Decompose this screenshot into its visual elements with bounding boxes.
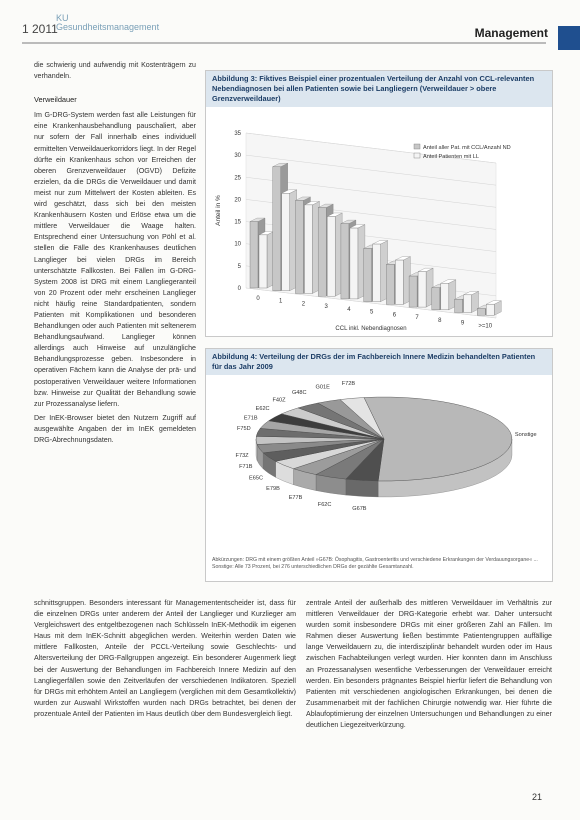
y-tick-label: 10 (234, 241, 241, 248)
bar (327, 216, 335, 296)
left-body-text: Im G-DRG-System werden fast alle Leistungen für eine Krankenhausbehandlung pauschaliert, aber nur sofern der Fall innerhalb eines individuell ermittelten Verweildauerkorridors liegt. In der Regel dürfte ein Krankenhaus schon vor Erreichen der oberen Grenzverweildauer (OGVD) Defizite erzielen, da die DRGs die Verweildauer und damit meist nur zum Mittelwert der Kosten ableiten. Es wird geschätzt, dass sich bei den meisten Krankenhäusern Kosten und Erlöse etwa um die mittlere Verweildauer die Waage halten. Entsprechend einer Untersuchung von Pöhl et al. stellen die Fälle des Krankenhauses deutlichen Langlieger bei vielen DRGs im Bereich unterschätzte Fallkosten. Bei Fällen im G-DRG-System 2008 ist DRG mit einem Langliegeranteil von 20 Prozent oder mehr erscheinen Langlieger nicht häufig reine Standardpatienten, sondern Patienten mit Komplikationen und besonderen Behandlungen oder auch Patienten mit seltenerem Behandlungsaufwand. Langlieger können allerdings auch Hinweise auf unzulängliche Behandlungsprozesse geben. Insbesondere in operativen Fächern kann die Analyse der prä- und postoperativen Verweildauer weitere Informationen bzw. Hinweise zur Qualität der Behandlung sowie zur Prozessanalyse liefern. (34, 111, 196, 408)
journal-logo (56, 14, 159, 32)
left-column (34, 60, 196, 590)
pie-label: Sonstige (514, 431, 537, 438)
bottom-left-text: schnittsgruppen. Besonders interessant für Managemententscheider ist, dass für die einzelnen DRGs unter anderem der Anteil der Langlieger und Kurzlieger am Vergleichswert des entgeltbezogenen nach Schlüsseln InEK-Methodik im eigenen Haus mit dem InEK-Schnitt abgeglichen werden. Weiterhin werden Daten wie mittlere Fallkosten, Anteile der PCCL-Verteilung sowie Geschlechts- und Altersverteilung der DRG-Fallgruppen angezeigt. Ein besonderer Augenmerk liegt bei der Auswertung der Behandlungen im Fachbereich Innere Medizin auf den Langliegerfällen sowie den Zeitverläufen der verschiedenen Indikatoren. Speziell für DRGs mit erhöhtem Anteil an Langliegern (verglichen mit dem Gesamtkollektiv) wurden zur Auswahl Wirkstoffen wurden nach DRGs betrachtet, bei denen der prozentuale Anteil der Patienten im Haus deutlich über dem Bundesvergleich liegt. (34, 599, 296, 718)
bar (250, 222, 258, 288)
pie-label: E79B (266, 485, 280, 492)
pie-label: G48C (291, 390, 307, 397)
pie-label: E71B (243, 415, 258, 422)
bar (364, 248, 372, 301)
pie-label: F73Z (235, 452, 249, 459)
x-tick-label: 1 (279, 298, 283, 305)
section-heading: Verweildauer (34, 95, 77, 105)
legend-label: Anteil Patienten mit LL (423, 154, 479, 160)
logo-line-1: KU (56, 13, 69, 23)
x-tick-label: 5 (369, 309, 374, 316)
bottom-right-column (306, 598, 552, 798)
page-header (0, 0, 580, 50)
section-title: Management (474, 26, 548, 40)
legend-label: Anteil aller Pat. mit CCL/Anzahl ND (423, 145, 511, 151)
bar (486, 304, 494, 315)
x-axis-label: CCL inkl. Nebendiagnosen (335, 326, 407, 332)
y-tick-label: 30 (234, 153, 241, 160)
bar (304, 205, 312, 294)
header-rule (22, 42, 546, 44)
bar (386, 265, 394, 305)
bar (350, 228, 358, 299)
bar (409, 276, 417, 307)
y-tick-label: 15 (234, 219, 241, 226)
x-tick-label: >=10 (478, 323, 493, 330)
x-tick-label: 8 (438, 317, 442, 324)
bar (418, 272, 426, 307)
bar (318, 208, 326, 297)
x-tick-label: 9 (460, 320, 465, 327)
y-tick-label: 25 (234, 175, 241, 182)
figure-3 (205, 70, 553, 337)
x-tick-label: 3 (324, 304, 328, 311)
pie-label: E65C (249, 475, 264, 482)
pie-label: F40Z (272, 397, 286, 404)
figure-4-title: Abbildung 4: Verteilung der DRGs der im Fachbereich Innere Medizin behandelten Patienten für das Jahr 2009 (206, 349, 552, 375)
bottom-right-text: zentrale Anteil der außerhalb des mittleren Verweildauer im Verhältnis zur mittleren Verweildauer der DRG-Kategorie erhebt war. Daher untersucht wurden somit insbesondere DRGs mit einer größeren Zahl an Fällen. Im Rahmen dieser Auswertung ließen bestimmte Patientengruppen auffällige lange Verweildauern zu, die interdisziplinär behandelt wurden oder im Haus zwischen Fachabteilungen verlegt wurden. Hier konnten dann im Anschluss an Prozessanalysen wesentliche Verbesserungen der Verweildauer erreicht werden. Ein besonders prägnantes Beispiel hierfür liefert die Behandlung von Patienten mit verschiedenen angiologischen Erkrankungen, bei denen die Zusammenarbeit mit der fachlichen Chirurgie notwendig war. Hier führte die Ablaufoptimierung der einzelnen Untersuchungen und Behandlungen zu einer deutlichen Liegezeitverkürzung. (306, 599, 552, 730)
y-tick-label: 35 (234, 131, 241, 137)
bar (259, 235, 267, 288)
bar (395, 260, 403, 304)
pie-label: F62C (317, 501, 332, 508)
pie-label: G67B (352, 506, 367, 513)
pie-slice-side (346, 479, 378, 497)
bar (432, 288, 440, 310)
pie-label: E77B (288, 494, 303, 501)
pie-label: G01E (315, 384, 330, 391)
legend-swatch (414, 153, 420, 158)
x-tick-label: 4 (347, 306, 351, 313)
x-tick-label: 0 (256, 296, 260, 302)
y-tick-label: 0 (237, 286, 241, 292)
pie-label: F71B (239, 463, 253, 470)
y-tick-label: 20 (234, 197, 241, 204)
figure-3-title: Abbildung 3: Fiktives Beispiel einer prozentualen Verteilung der Anzahl von CCL-relevanten Nebendiagnosen bei allen Patienten sowie bei Langliegern (Verweildauer > obere Grenzverweildauer) (206, 71, 552, 107)
intro-text: die schwierig und aufwendig mit Kostenträgern zu verhandeln. (34, 61, 196, 81)
y-tick-label: 5 (237, 263, 241, 270)
bar (464, 295, 472, 313)
bar-chart (206, 113, 552, 335)
logo-line-2: Gesundheitsmanagement (56, 22, 160, 32)
x-tick-label: 6 (392, 312, 397, 319)
bar (295, 200, 303, 293)
bar (273, 167, 281, 291)
section-tab-marker (558, 26, 580, 50)
left-body-text-2: Der InEK-Browser bietet den Nutzern Zugriff auf ausgewählte Angaben der im InEK gemeldeten DRG-Abrechnungsdaten. (34, 413, 196, 444)
bar (282, 193, 290, 290)
figure-4-caption: Abkürzungen: DRG mit einem größten Anteil »G67B: Ösophagitis, Gastroenteritis und verschiedene Erkrankungen der Verdauungsorgane« ... Sonstige: Alle 73 Prozent, bei 276 unterschiedlichen DRGs der gezählte Gesamtanzahl. (212, 557, 538, 570)
bar (455, 299, 463, 312)
bar (341, 224, 349, 299)
bar (441, 283, 449, 310)
x-tick-label: 2 (301, 301, 306, 308)
legend-swatch (414, 144, 420, 149)
x-tick-label: 7 (415, 315, 419, 322)
y-axis-label: Anteil in % (215, 195, 222, 226)
issue-number: 1 2011 (22, 22, 58, 36)
pie-label: F75D (236, 426, 251, 433)
pie-label: E62C (255, 405, 270, 412)
bottom-left-column (34, 598, 296, 798)
pie-label: F72B (341, 380, 356, 387)
figure-4 (205, 348, 553, 582)
pie-chart (206, 379, 552, 559)
bar (373, 244, 381, 302)
page-number: 21 (531, 792, 542, 802)
bar (477, 309, 485, 316)
